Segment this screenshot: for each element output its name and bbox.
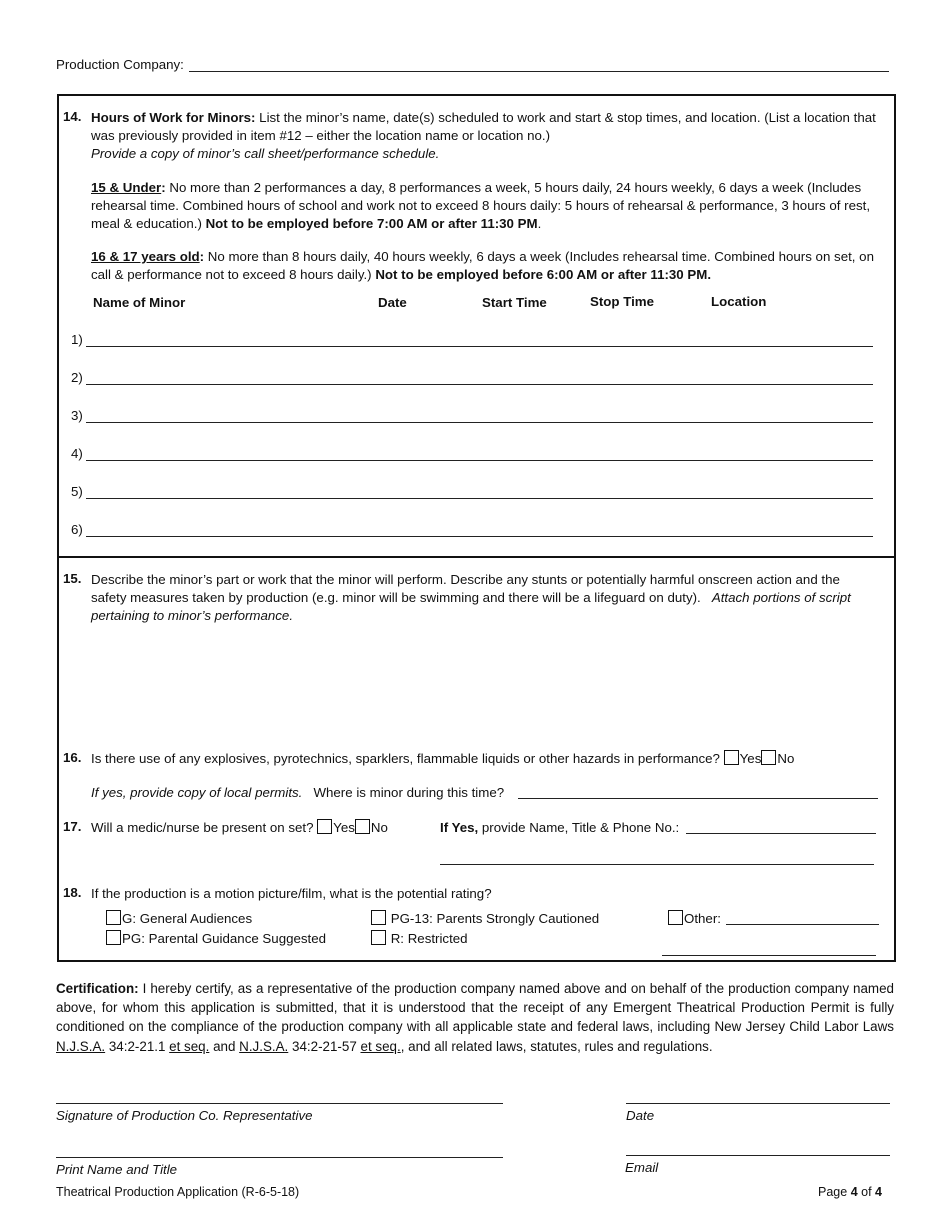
q16-yes-checkbox[interactable] (724, 750, 739, 765)
q14-1617-rules: 16 & 17 years old: No more than 8 hours daily, 40 hours weekly, 6 days a week (Includes rehearsal time. Combined hours on set, on call & performance not to exceed 8 hours daily.) Not to be employed before 6:00 AM or after 11:30 PM. (91, 249, 874, 282)
rating-r-label: R: Restricted (390, 931, 468, 946)
under15-text: No more than 2 performances a day, 8 performances a week, 5 hours daily, 24 hours weekly, 6 days a week (Includes rehearsal time. Combined hours of school and work not to exceed 8 hours daily: 5 hours of rehearsal & performance, 3 hours of rest, meal & education.) (91, 180, 871, 231)
form-name: Theatrical Production Application (R-6-5-18) (56, 1185, 300, 1199)
rating-option-r[interactable] (371, 930, 468, 948)
q17-number: 17. (63, 819, 82, 834)
minor-row-label: 3) (71, 408, 83, 423)
date-field[interactable] (626, 1103, 890, 1104)
q17-if-yes-text: provide Name, Title & Phone No.: (478, 820, 680, 835)
age1617-title: 16 & 17 years old (91, 249, 200, 264)
section-divider (57, 556, 896, 558)
q17-if-yes (440, 819, 679, 837)
certification-text (56, 979, 894, 1056)
minor-row-field-5[interactable] (86, 498, 873, 499)
q14-note: Provide a copy of minor’s call sheet/performance schedule. (91, 146, 440, 161)
q14-intro (91, 109, 876, 145)
col-name-of-minor: Name of Minor (93, 295, 186, 310)
q16-where-field[interactable] (518, 798, 878, 799)
rating-other-checkbox[interactable] (668, 910, 683, 925)
cert-njsa-2: N.J.S.A. (239, 1038, 289, 1054)
q15-answer-area[interactable] (91, 630, 876, 735)
cert-etseq-2: et seq. (360, 1038, 401, 1054)
under15-title: 15 & Under (91, 180, 162, 195)
rating-pg13-checkbox[interactable] (371, 910, 386, 925)
page-of: of (861, 1185, 872, 1199)
cert-body-1: I hereby certify, as a representative of the production company named above and on behalf of the production company named above, for whom this application is submitted, that it is understood that the receipt of any Emergent Theatrical Production Permit is fully conditioned on the compliance of the production company with all applicable state and federal laws, including New Jersey Child Labor Laws (56, 981, 894, 1035)
page-total: 4 (875, 1185, 882, 1199)
rating-pg-label: PG: Parental Guidance Suggested (122, 931, 327, 946)
rating-other-field-2[interactable] (662, 955, 876, 956)
minor-row-field-6[interactable] (86, 536, 873, 537)
rating-other-field[interactable] (726, 924, 879, 925)
minor-row-field-1[interactable] (86, 346, 873, 347)
minor-row-label: 1) (71, 332, 83, 347)
minor-row-label: 2) (71, 370, 83, 385)
q16-number: 16. (63, 750, 82, 765)
q16-no-label: No (777, 751, 795, 766)
q14-intro-text: List the minor’s name, date(s) scheduled to work and start & stop times, and location. (List a location that was previously provided in item #12 – either the location name or location no.) (91, 110, 876, 143)
q14-title: Hours of Work for Minors: (91, 110, 256, 125)
production-company-field[interactable] (189, 71, 889, 72)
q18-text: If the production is a motion picture/film, what is the potential rating? (91, 886, 492, 901)
q17-contact-field[interactable] (686, 833, 876, 834)
q17-if-yes-bold: If Yes, (440, 820, 479, 835)
signature-label: Signature of Production Co. Representative (56, 1108, 313, 1123)
email-label: Email (625, 1160, 659, 1175)
page-number (818, 1183, 882, 1201)
q16-where-label: Where is minor during this time? (313, 785, 505, 800)
q15-text (91, 571, 876, 625)
q14-under15-rules: 15 & Under: No more than 2 performances a day, 8 performances a week, 5 hours daily, 24 hours weekly, 6 days a week (Includes rehearsal time. Combined hours of school and work not to exceed 8 hours daily: 5 hours of rehearsal & performance, 3 hours of rest, meal & education.) Not to be employed before 7:00 AM or after 11:30 PM. (91, 180, 871, 231)
q16-question (91, 750, 794, 768)
certification-title: Certification: (56, 981, 139, 996)
email-field[interactable] (626, 1155, 890, 1156)
cert-etseq-1: et seq. (169, 1038, 210, 1054)
cert-body-2: , and all related laws, statutes, rules and regulations. (400, 1038, 713, 1054)
q17-contact-field-2[interactable] (440, 864, 874, 865)
rating-option-pg13[interactable] (371, 910, 599, 928)
under15-bold: Not to be employed before 7:00 AM or after 11:30 PM (205, 216, 538, 231)
q18-number: 18. (63, 885, 82, 900)
q16-text: Is there use of any explosives, pyrotechnics, sparklers, flammable liquids or other hazards in performance? (91, 751, 720, 766)
page-word: Page (818, 1185, 848, 1199)
rating-other-label: Other: (684, 911, 721, 926)
rating-option-pg[interactable] (106, 930, 326, 948)
cert-and: and (209, 1038, 240, 1054)
q17-no-checkbox[interactable] (355, 819, 370, 834)
age1617-text: No more than 8 hours daily, 40 hours weekly, 6 days a week (Includes rehearsal time. Combined hours on set, on call & performance not to exceed 8 hours daily.) (91, 249, 874, 282)
q16-no-checkbox[interactable] (761, 750, 776, 765)
production-company-label: Production Company: (56, 57, 184, 72)
cert-njsa-1: N.J.S.A. (56, 1038, 106, 1054)
q17-text: Will a medic/nurse be present on set? (91, 820, 314, 835)
rating-r-checkbox[interactable] (371, 930, 386, 945)
rating-option-g[interactable] (106, 910, 252, 928)
q16-followup (91, 784, 504, 802)
rating-g-label: G: General Audiences (122, 911, 253, 926)
date-label: Date (626, 1108, 655, 1123)
minor-row-label: 5) (71, 484, 83, 499)
q16-permit-note: If yes, provide copy of local permits. (91, 785, 303, 800)
q15-description: Describe the minor’s part or work that the minor will perform. Describe any stunts or potentially harmful onscreen action and the safety measures taken by production (e.g. minor will be swimming and there will be a lifeguard on duty). (91, 572, 840, 605)
q17-no-label: No (370, 820, 388, 835)
col-date: Date (378, 295, 407, 310)
col-start-time: Start Time (482, 295, 547, 310)
rating-pg-checkbox[interactable] (106, 930, 121, 945)
rating-option-other[interactable] (668, 910, 721, 928)
cert-cite-1: 34:2-21.1 (105, 1038, 170, 1054)
print-name-field[interactable] (56, 1157, 503, 1158)
minor-row-label: 6) (71, 522, 83, 537)
minor-row-field-4[interactable] (86, 460, 873, 461)
q15-italic-note: Attach portions of script pertaining to minor’s performance. (91, 590, 851, 623)
print-name-label: Print Name and Title (56, 1162, 178, 1177)
rating-pg13-label: PG-13: Parents Strongly Cautioned (390, 911, 600, 926)
page-current: 4 (850, 1185, 858, 1199)
col-location: Location (711, 294, 767, 309)
q17-yes-checkbox[interactable] (317, 819, 332, 834)
minor-row-label: 4) (71, 446, 83, 461)
q17-yes-label: Yes (333, 820, 355, 835)
cert-cite-2: 34:2-21-57 (288, 1038, 361, 1054)
q14-number: 14. (63, 109, 82, 124)
rating-g-checkbox[interactable] (106, 910, 121, 925)
q17-question (91, 819, 388, 837)
minor-row-field-3[interactable] (86, 422, 873, 423)
signature-field[interactable] (56, 1103, 503, 1104)
col-stop-time: Stop Time (590, 294, 655, 309)
minor-row-field-2[interactable] (86, 384, 873, 385)
q16-yes-label: Yes (739, 751, 762, 766)
age1617-bold: Not to be employed before 6:00 AM or after 11:30 PM. (375, 267, 712, 282)
q15-number: 15. (63, 571, 82, 586)
